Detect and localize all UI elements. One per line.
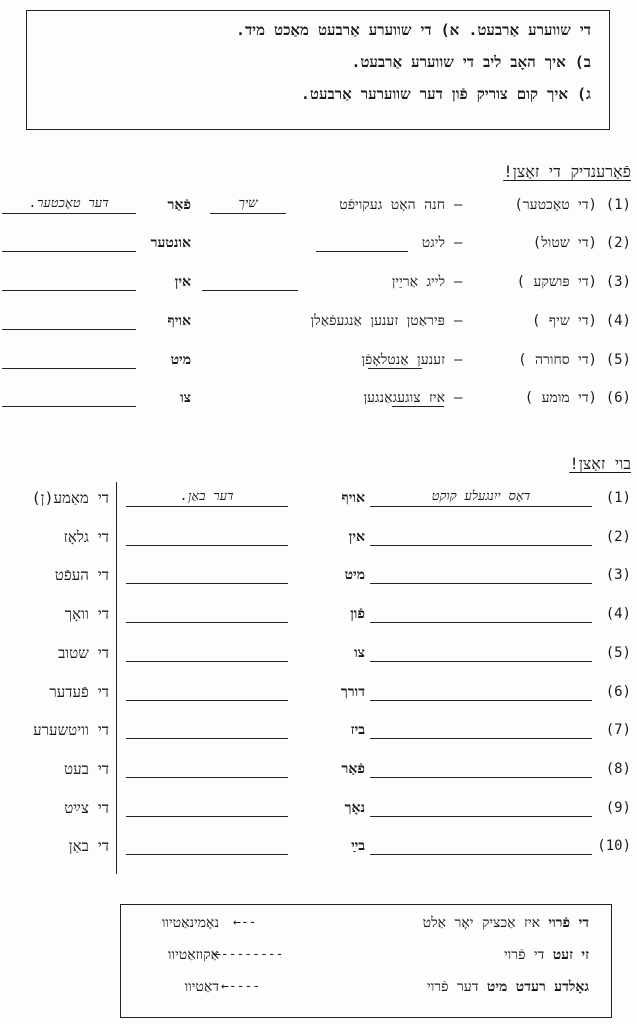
arrow-icon: ←-- <box>233 915 257 930</box>
grammar-sentence <box>423 915 589 932</box>
item-number: (5) <box>605 645 631 661</box>
answer-line[interactable] <box>2 213 136 214</box>
answer-line[interactable] <box>2 368 136 369</box>
sentence-blank[interactable] <box>368 368 422 369</box>
sentence-line[interactable] <box>370 506 592 507</box>
grammar-box <box>120 904 612 1018</box>
sentence-blank[interactable] <box>316 251 408 252</box>
item-number: (9) <box>605 800 631 816</box>
item-noun: די העפֿט <box>54 566 109 584</box>
item-noun: די מאַמע(ן) <box>31 489 109 507</box>
examples-box <box>26 10 610 130</box>
sentence-blank-text: שיך <box>238 196 258 211</box>
sentence-line[interactable] <box>370 661 592 662</box>
answer-line[interactable] <box>2 329 136 330</box>
item-dash: – <box>454 352 463 368</box>
item-noun: די וויטשערע <box>33 721 109 739</box>
item-preposition: אויף <box>167 313 191 329</box>
sentence-line[interactable] <box>370 622 592 623</box>
item-preposition: בײַ <box>351 838 365 854</box>
item-number: (2) <box>605 529 631 545</box>
item-noun: די צײַט <box>64 799 109 817</box>
item-number: (4) <box>605 313 631 329</box>
grammar-sentence-a: גאָלדע רעדט מיט <box>486 979 589 995</box>
grammar-sentence-b: דער פֿרוי <box>427 979 479 995</box>
example-line-b: ב) איך האָב ליב די שווערע אַרבעט. <box>351 53 591 71</box>
item-preposition: נאָך <box>344 800 365 816</box>
answer-line[interactable] <box>2 406 136 407</box>
item-preposition: פֿון <box>350 606 365 622</box>
item-number: (3) <box>605 274 631 290</box>
item-sentence: איז צוגעגאַנגען <box>363 390 445 406</box>
sentence-line[interactable] <box>370 816 592 817</box>
item-preposition: ביז <box>350 722 365 738</box>
sentence-text: דאָס ייִנגעלע קוקט <box>431 489 531 504</box>
item-preposition: אין <box>174 274 191 290</box>
sentence-line[interactable] <box>370 854 592 855</box>
item-noun: די שטוב <box>58 644 109 662</box>
item-noun: די גלאָז <box>63 528 109 546</box>
arrow-icon: ←-------- <box>213 947 284 962</box>
grammar-sentence-b: די פֿרוי <box>503 947 545 963</box>
item-number: (10) <box>597 838 631 854</box>
answer-line[interactable] <box>126 583 288 584</box>
item-dash: – <box>454 313 463 329</box>
answer-line[interactable] <box>2 290 136 291</box>
item-number: (5) <box>605 352 631 368</box>
item-noun: די באַן <box>68 837 109 855</box>
answer-line[interactable] <box>126 622 288 623</box>
sentence-blank[interactable] <box>210 213 286 214</box>
grammar-sentence <box>504 947 589 964</box>
item-noun: (די מומע ) <box>524 390 597 406</box>
item-sentence: לייג אַריַין <box>391 274 445 290</box>
item-dash: – <box>454 235 463 251</box>
sentence-line[interactable] <box>370 777 592 778</box>
item-dash: – <box>454 197 463 213</box>
item-number: (6) <box>605 684 631 700</box>
case-label: אַקוזאַטיוו <box>167 947 219 963</box>
item-sentence: חנה האָט געקויפֿט <box>339 197 445 213</box>
sentence-line[interactable] <box>370 545 592 546</box>
answer-text: דער באַן. <box>180 489 234 504</box>
example-line-c: ג) איך קום צוריק פֿון דער שווערער אַרבעט. <box>300 85 591 103</box>
grammar-sentence <box>427 979 589 996</box>
item-number: (1) <box>605 490 631 506</box>
item-preposition: פֿאַר <box>341 761 365 777</box>
item-number: (4) <box>605 606 631 622</box>
item-number: (1) <box>605 197 631 213</box>
item-dash: – <box>454 274 463 290</box>
item-preposition: אויף <box>341 490 365 506</box>
answer-line[interactable] <box>126 700 288 701</box>
item-dash: – <box>454 390 463 406</box>
item-noun: (די טאָכטער) <box>514 197 597 213</box>
sentence-blank[interactable] <box>202 290 298 291</box>
section2-divider <box>116 482 117 874</box>
item-sentence: ליגט <box>421 235 445 251</box>
answer-line[interactable] <box>126 545 288 546</box>
item-preposition: מיט <box>170 352 191 368</box>
section2-heading: בוי זאַצן! <box>569 454 631 473</box>
sentence-line[interactable] <box>370 583 592 584</box>
case-label: דאַטיוו <box>184 979 219 995</box>
item-noun: די וואָך <box>64 605 109 623</box>
item-noun: (די שטול) <box>532 235 597 251</box>
item-number: (6) <box>605 390 631 406</box>
answer-line[interactable] <box>126 661 288 662</box>
item-number: (7) <box>605 722 631 738</box>
item-preposition: צו <box>354 645 365 661</box>
item-noun: (די סחורה ) <box>518 352 597 368</box>
item-noun: (די שיף ) <box>532 313 597 329</box>
item-preposition: דורך <box>340 684 365 700</box>
sentence-line[interactable] <box>370 700 592 701</box>
grammar-sentence-a: די פֿרוי <box>548 915 589 931</box>
grammar-sentence-a: זי זעט <box>552 947 589 963</box>
grammar-sentence-b: איז אַכציק יאָר אַלט <box>422 915 540 931</box>
item-preposition: צו <box>180 390 191 406</box>
item-number: (2) <box>605 235 631 251</box>
sentence-line[interactable] <box>370 738 592 739</box>
item-preposition: פֿאַר <box>167 197 191 213</box>
arrow-icon: ←---- <box>221 979 261 994</box>
item-noun: די פֿעדער <box>49 683 109 701</box>
item-preposition: אונטער <box>150 235 191 251</box>
answer-line[interactable] <box>126 738 288 739</box>
item-sentence: פּיראַטן זענען אַנגעפֿאַלן <box>310 313 445 329</box>
item-number: (8) <box>605 761 631 777</box>
answer-line[interactable] <box>126 816 288 817</box>
sentence-blank[interactable] <box>392 406 444 407</box>
item-sentence: זענען אַנטלאָפֿן <box>361 352 445 368</box>
item-preposition: מיט <box>344 567 365 583</box>
example-line-a: די שווערע אַרבעט. א) די שווערע אַרבעט מאַכט מיד. <box>235 21 591 39</box>
item-noun: (די פּושקע ) <box>516 274 597 290</box>
item-preposition: אין <box>348 529 365 545</box>
section1-heading: פֿאַרענדיק די זאַצן! <box>503 162 631 181</box>
answer-line[interactable] <box>2 251 136 252</box>
item-noun: די בעט <box>64 760 109 778</box>
item-number: (3) <box>605 567 631 583</box>
answer-line[interactable] <box>126 777 288 778</box>
answer-text: דער טאָכטער. <box>29 196 109 211</box>
case-label: נאָמינאַטיוו <box>161 915 219 931</box>
answer-line[interactable] <box>126 506 288 507</box>
answer-line[interactable] <box>126 854 288 855</box>
